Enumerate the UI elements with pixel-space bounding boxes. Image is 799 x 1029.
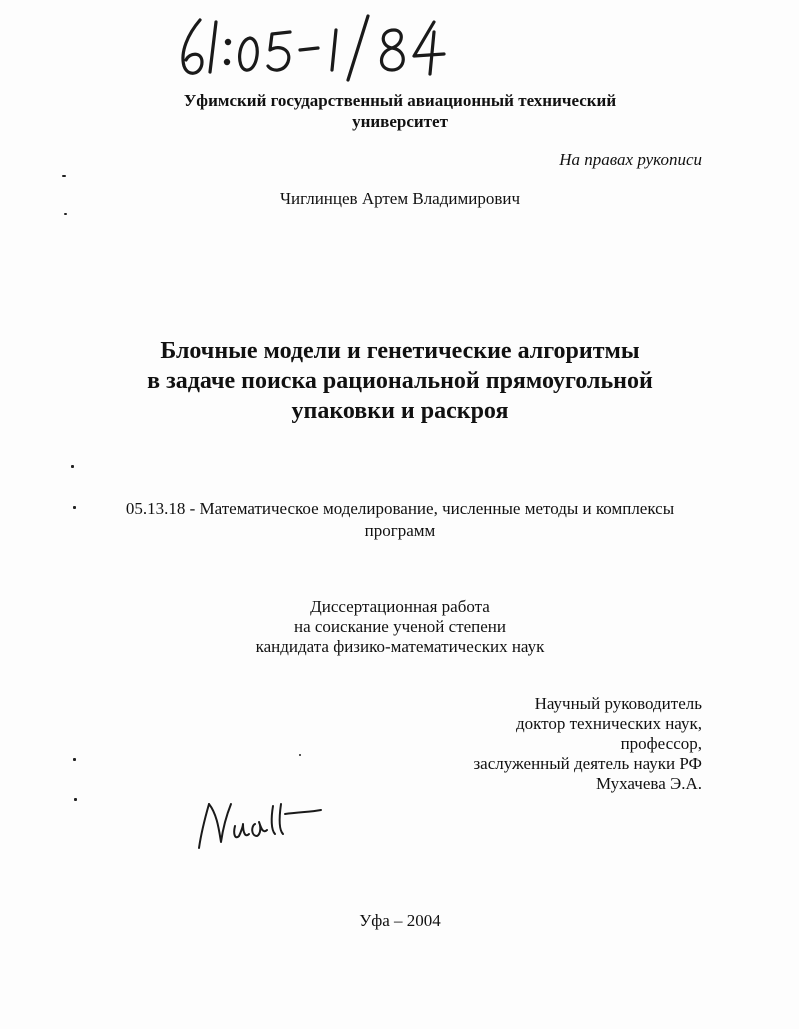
degree-statement <box>100 597 700 657</box>
university-name <box>100 90 700 132</box>
degree-line-3: кандидата физико-математических наук <box>255 637 545 656</box>
title-line-3: упаковки и раскроя <box>291 398 509 424</box>
scan-speck <box>62 175 66 177</box>
degree-line-1: Диссертационная работа <box>310 597 490 616</box>
signature-drawing <box>195 790 325 855</box>
university-line-2: университет <box>352 112 448 131</box>
author-name: Чиглинцев Артем Владимирович <box>279 189 521 208</box>
advisor-line-3: профессор, <box>620 734 702 753</box>
manuscript-note: На правах рукописи <box>559 150 702 169</box>
scientific-advisor <box>302 694 702 794</box>
author-signature <box>195 790 325 855</box>
scan-speck <box>299 754 301 756</box>
university-line-1: Уфимский государственный авиационный технический <box>183 91 617 110</box>
advisor-line-1: Научный руководитель <box>534 694 702 713</box>
specialty-line-2: программ <box>364 521 436 540</box>
title-line-1: Блочные модели и генетические алгоритмы <box>160 338 640 364</box>
handwritten-catalog-code <box>172 8 462 88</box>
handwritten-catalog-code-drawing <box>172 8 462 88</box>
scan-speck <box>71 465 74 468</box>
specialty-code <box>80 498 720 542</box>
dissertation-title <box>50 336 750 426</box>
advisor-line-4: заслуженный деятель науки РФ <box>473 754 702 773</box>
scan-speck <box>64 213 67 215</box>
scan-speck <box>74 798 77 801</box>
scan-speck <box>73 758 76 761</box>
title-line-2: в задаче поиска рациональной прямоугольной <box>147 368 653 394</box>
specialty-line-1: 05.13.18 - Математическое моделирование, численные методы и комплексы <box>125 499 675 518</box>
city-and-year: Уфа – 2004 <box>359 911 441 930</box>
scan-speck <box>73 506 76 509</box>
advisor-line-2: доктор технических наук, <box>515 714 702 733</box>
degree-line-2: на соискание ученой степени <box>293 617 507 636</box>
advisor-line-5: Мухачева Э.А. <box>595 774 702 793</box>
